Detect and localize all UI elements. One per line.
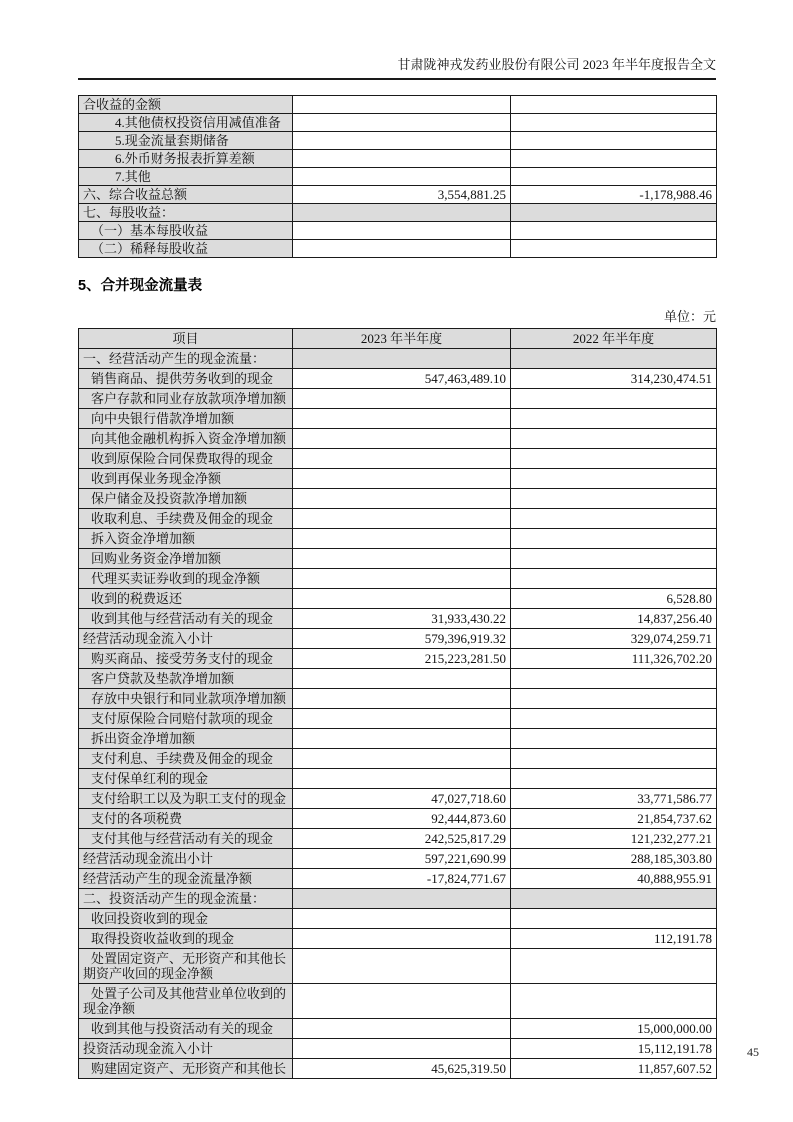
- table-row: [79, 549, 717, 569]
- table-row: [79, 409, 717, 429]
- row-label: 支付其他与经营活动有关的现金: [79, 829, 293, 849]
- value-2023: [293, 769, 511, 789]
- row-label: 六、综合收益总额: [79, 186, 293, 204]
- row-label: 购建固定资产、无形资产和其他长: [79, 1059, 293, 1079]
- row-label: 回购业务资金净增加额: [79, 549, 293, 569]
- row-label: 拆出资金净增加额: [79, 729, 293, 749]
- table-header-row: [79, 329, 717, 349]
- row-label: （一）基本每股收益: [79, 222, 293, 240]
- value-2022: [511, 529, 717, 549]
- value-2023: 31,933,430.22: [293, 609, 511, 629]
- row-label: 拆入资金净增加额: [79, 529, 293, 549]
- table-row: [79, 909, 717, 929]
- row-label: 7.其他: [79, 168, 293, 186]
- column-header: 2023 年半年度: [293, 329, 511, 349]
- value-2022: 11,857,607.52: [511, 1059, 717, 1079]
- table-row: [79, 829, 717, 849]
- row-label: 收到再保业务现金净额: [79, 469, 293, 489]
- comprehensive-income-table: [78, 95, 717, 258]
- value-2022: 40,888,955.91: [511, 869, 717, 889]
- section-heading: 5、合并现金流量表: [78, 278, 203, 294]
- row-label: 收取利息、手续费及佣金的现金: [79, 509, 293, 529]
- value-2022: 14,837,256.40: [511, 609, 717, 629]
- value-2022: [511, 240, 717, 258]
- value-2023: [293, 240, 511, 258]
- value-2022: -1,178,988.46: [511, 186, 717, 204]
- table-row: [79, 949, 717, 984]
- value-2022: [511, 729, 717, 749]
- row-label: 销售商品、提供劳务收到的现金: [79, 369, 293, 389]
- value-2023: 3,554,881.25: [293, 186, 511, 204]
- table-row: [79, 629, 717, 649]
- table-row: [79, 429, 717, 449]
- cash-flow-table-body: [79, 349, 717, 1079]
- value-2022: [511, 549, 717, 569]
- value-2022: [511, 749, 717, 769]
- value-2022: [511, 349, 717, 369]
- table-row: [79, 168, 717, 186]
- table-row: [79, 809, 717, 829]
- value-2023: 242,525,817.29: [293, 829, 511, 849]
- value-2022: 112,191.78: [511, 929, 717, 949]
- row-label: 存放中央银行和同业款项净增加额: [79, 689, 293, 709]
- value-2023: [293, 349, 511, 369]
- table-row: [79, 1019, 717, 1039]
- table-row: [79, 669, 717, 689]
- value-2022: 288,185,303.80: [511, 849, 717, 869]
- table-row: [79, 569, 717, 589]
- value-2023: [293, 569, 511, 589]
- value-2022: [511, 769, 717, 789]
- row-label: 收回投资收到的现金: [79, 909, 293, 929]
- value-2023: [293, 949, 511, 984]
- row-label: 经营活动产生的现金流量净额: [79, 869, 293, 889]
- value-2022: [511, 449, 717, 469]
- table-row: [79, 789, 717, 809]
- row-label: 5.现金流量套期储备: [79, 132, 293, 150]
- value-2022: [511, 669, 717, 689]
- value-2022: [511, 409, 717, 429]
- table-row: [79, 114, 717, 132]
- table-row: [79, 589, 717, 609]
- value-2023: [293, 114, 511, 132]
- row-label: 保户储金及投资款净增加额: [79, 489, 293, 509]
- row-label: 支付给职工以及为职工支付的现金: [79, 789, 293, 809]
- value-2022: [511, 569, 717, 589]
- row-label: 支付原保险合同赔付款项的现金: [79, 709, 293, 729]
- value-2023: [293, 132, 511, 150]
- value-2022: [511, 909, 717, 929]
- value-2023: [293, 222, 511, 240]
- value-2022: [511, 114, 717, 132]
- table-row: [79, 1059, 717, 1079]
- table-row: [79, 469, 717, 489]
- table-row: [79, 150, 717, 168]
- value-2022: [511, 150, 717, 168]
- value-2023: [293, 589, 511, 609]
- row-label: 向中央银行借款净增加额: [79, 409, 293, 429]
- table-row: [79, 529, 717, 549]
- value-2023: 45,625,319.50: [293, 1059, 511, 1079]
- value-2022: [511, 889, 717, 909]
- row-label: 一、经营活动产生的现金流量：: [79, 349, 293, 369]
- value-2022: [511, 469, 717, 489]
- row-label: 6.外币财务报表折算差额: [79, 150, 293, 168]
- value-2023: [293, 889, 511, 909]
- section-row: [79, 889, 717, 909]
- value-2023: [293, 729, 511, 749]
- value-2022: 329,074,259.71: [511, 629, 717, 649]
- value-2023: [293, 529, 511, 549]
- report-header-title: 甘肃陇神戎发药业股份有限公司 2023 年半年度报告全文: [397, 57, 716, 72]
- value-2023: [293, 929, 511, 949]
- comprehensive-income-table-body: [79, 96, 717, 258]
- row-label: 收到的税费返还: [79, 589, 293, 609]
- row-label: 支付的各项税费: [79, 809, 293, 829]
- value-2022: [511, 204, 717, 222]
- row-label: 收到其他与投资活动有关的现金: [79, 1019, 293, 1039]
- value-2022: 121,232,277.21: [511, 829, 717, 849]
- value-2023: [293, 689, 511, 709]
- value-2023: [293, 449, 511, 469]
- value-2023: -17,824,771.67: [293, 869, 511, 889]
- value-2023: 547,463,489.10: [293, 369, 511, 389]
- value-2023: 92,444,873.60: [293, 809, 511, 829]
- value-2023: [293, 150, 511, 168]
- page-content: [78, 0, 716, 1079]
- table-row: [79, 609, 717, 629]
- value-2022: [511, 949, 717, 984]
- row-label: 处置固定资产、无形资产和其他长期资产收回的现金净额: [79, 949, 293, 984]
- value-2023: [293, 749, 511, 769]
- section-row: [79, 349, 717, 369]
- table-row: [79, 689, 717, 709]
- value-2022: [511, 132, 717, 150]
- table-row: [79, 96, 717, 114]
- table-row: [79, 509, 717, 529]
- table-row: [79, 222, 717, 240]
- table-row: [79, 749, 717, 769]
- table-row: [79, 449, 717, 469]
- table-row: [79, 849, 717, 869]
- row-label: 客户贷款及垫款净增加额: [79, 669, 293, 689]
- value-2023: 215,223,281.50: [293, 649, 511, 669]
- value-2023: [293, 984, 511, 1019]
- value-2022: 33,771,586.77: [511, 789, 717, 809]
- table-row: [79, 240, 717, 258]
- value-2023: [293, 669, 511, 689]
- value-2022: [511, 96, 717, 114]
- row-label: 合收益的金额: [79, 96, 293, 114]
- table-row: [79, 186, 717, 204]
- row-label: 向其他金融机构拆入资金净增加额: [79, 429, 293, 449]
- value-2023: [293, 389, 511, 409]
- row-label: 经营活动现金流入小计: [79, 629, 293, 649]
- row-label: 代理买卖证券收到的现金净额: [79, 569, 293, 589]
- value-2022: [511, 689, 717, 709]
- table-row: [79, 489, 717, 509]
- value-2023: [293, 489, 511, 509]
- table-row: [79, 769, 717, 789]
- value-2023: [293, 168, 511, 186]
- value-2022: [511, 489, 717, 509]
- value-2022: 21,854,737.62: [511, 809, 717, 829]
- value-2022: [511, 984, 717, 1019]
- value-2023: 597,221,690.99: [293, 849, 511, 869]
- value-2023: [293, 709, 511, 729]
- value-2023: [293, 429, 511, 449]
- row-label: 4.其他债权投资信用减值准备: [79, 114, 293, 132]
- value-2023: [293, 509, 511, 529]
- value-2022: 15,112,191.78: [511, 1039, 717, 1059]
- table-row: [79, 869, 717, 889]
- table-row: [79, 389, 717, 409]
- row-label: 投资活动现金流入小计: [79, 1039, 293, 1059]
- row-label: 七、每股收益：: [79, 204, 293, 222]
- value-2023: 579,396,919.32: [293, 629, 511, 649]
- value-2022: [511, 222, 717, 240]
- value-2022: 6,528.80: [511, 589, 717, 609]
- value-2022: [511, 389, 717, 409]
- table-row: [79, 132, 717, 150]
- value-2022: 15,000,000.00: [511, 1019, 717, 1039]
- column-header: 项目: [79, 329, 293, 349]
- value-2022: [511, 709, 717, 729]
- row-label: 客户存款和同业存放款项净增加额: [79, 389, 293, 409]
- column-header: 2022 年半年度: [511, 329, 717, 349]
- row-label: 取得投资收益收到的现金: [79, 929, 293, 949]
- row-label: （二）稀释每股收益: [79, 240, 293, 258]
- cash-flow-table-header: [79, 329, 717, 349]
- value-2023: [293, 909, 511, 929]
- value-2023: [293, 1019, 511, 1039]
- row-label: 经营活动现金流出小计: [79, 849, 293, 869]
- value-2022: 314,230,474.51: [511, 369, 717, 389]
- cash-flow-table: [78, 328, 717, 1079]
- table-row: [79, 1039, 717, 1059]
- table-row: [79, 649, 717, 669]
- page-header: [78, 0, 716, 80]
- row-label: 支付利息、手续费及佣金的现金: [79, 749, 293, 769]
- value-2022: [511, 429, 717, 449]
- row-label: 收到其他与经营活动有关的现金: [79, 609, 293, 629]
- value-2023: [293, 204, 511, 222]
- row-label: 处置子公司及其他营业单位收到的现金净额: [79, 984, 293, 1019]
- value-2023: 47,027,718.60: [293, 789, 511, 809]
- table-row: [79, 369, 717, 389]
- row-label: 收到原保险合同保费取得的现金: [79, 449, 293, 469]
- row-label: 支付保单红利的现金: [79, 769, 293, 789]
- table-row: [79, 709, 717, 729]
- value-2023: [293, 409, 511, 429]
- value-2022: 111,326,702.20: [511, 649, 717, 669]
- section-row: [79, 204, 717, 222]
- value-2023: [293, 549, 511, 569]
- value-2023: [293, 96, 511, 114]
- value-2022: [511, 168, 717, 186]
- table-row: [79, 729, 717, 749]
- table-row: [79, 929, 717, 949]
- table-row: [79, 984, 717, 1019]
- value-2022: [511, 509, 717, 529]
- value-2023: [293, 1039, 511, 1059]
- row-label: 购买商品、接受劳务支付的现金: [79, 649, 293, 669]
- unit-label: 单位：元: [663, 309, 716, 324]
- page-number: 45: [747, 1045, 759, 1059]
- value-2023: [293, 469, 511, 489]
- row-label: 二、投资活动产生的现金流量：: [79, 889, 293, 909]
